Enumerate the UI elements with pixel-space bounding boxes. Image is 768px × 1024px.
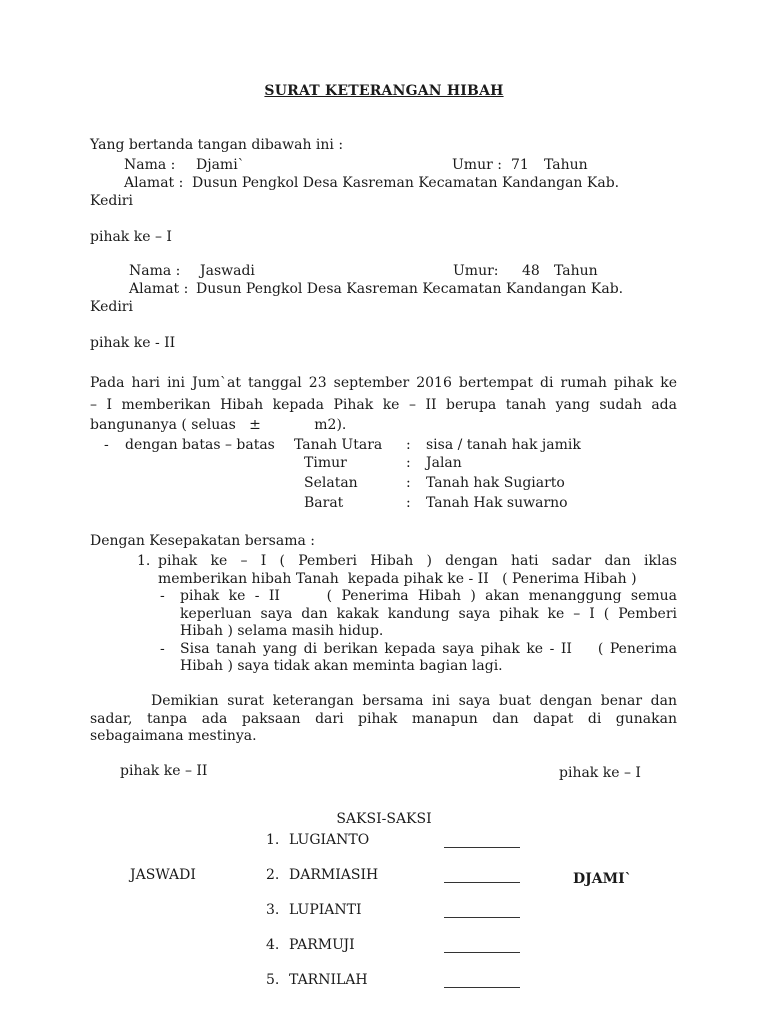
party1-name-label: Nama : [124,157,176,173]
party1-role: pihak ke – I [90,229,172,245]
witness-name: DARMIASIH [289,867,379,883]
witness-signature-line [444,905,520,923]
party2-age-label: Umur: [453,263,499,279]
boundary-sep: : [406,437,411,453]
boundary-direction: Selatan [304,475,358,491]
witness-signature-line [444,835,520,853]
sub-item-line: pihak ke - II ( Penerima Hibah ) akan menanggung semua [180,588,677,604]
witness-signature-line [444,975,520,993]
party2-name: Jaswadi [200,263,255,279]
witness-number: 1. [266,832,280,848]
witnesses-heading: SAKSI-SAKSI [336,811,432,827]
statement-line-2: – I memberikan Hibah kepada Pihak ke – II berupa tanah yang sudah ada [90,397,677,413]
witness-number: 4. [266,937,280,953]
statement-line-3: bangunanya ( seluas ± m2). [90,417,347,433]
signature-left-role: pihak ke – II [120,763,208,779]
closing-line-3: sebagaimana mestinya. [90,728,257,744]
party2-name-label: Nama : [129,263,181,279]
boundaries-bullet: - [104,437,109,453]
party1-age: 71 [511,157,529,173]
sub-item-line: Hibah ) selama masih hidup. [180,623,384,639]
boundary-value: Tanah Hak suwarno [426,495,568,511]
boundaries-label: dengan batas – batas [125,437,275,453]
party2-address-cont: Kediri [90,299,133,315]
party1-age-unit: Tahun [544,157,588,173]
boundary-direction: Tanah Utara [294,437,383,453]
witness-signature-line [444,870,520,888]
witness-number: 3. [266,902,280,918]
statement-line-1: Pada hari ini Jum`at tanggal 23 september 2016 bertempat di rumah pihak ke [90,375,677,391]
signature-right-name: DJAMI` [573,871,632,887]
boundary-sep: : [406,455,411,471]
boundary-value: Jalan [426,455,462,471]
witness-number: 2. [266,867,280,883]
sub-item-line: Sisa tanah yang di berikan kepada saya pihak ke - II ( Penerima [180,641,677,657]
sub-bullet: - [160,588,165,604]
party1-name: Djami` [196,157,245,173]
witness-name: TARNILAH [289,972,368,988]
intro-text: Yang bertanda tangan dibawah ini : [90,137,344,153]
party1-address: Dusun Pengkol Desa Kasreman Kecamatan Kandangan Kab. [192,175,620,191]
boundary-sep: : [406,495,411,511]
party2-role: pihak ke - II [90,335,176,351]
agreement-heading: Dengan Kesepakatan bersama : [90,533,315,549]
closing-line-1: Demikian surat keterangan bersama ini saya buat dengan benar dan [151,693,677,709]
witness-name: LUGIANTO [289,832,370,848]
witness-signature-line [444,940,520,958]
party2-age-unit: Tahun [554,263,598,279]
boundary-direction: Barat [304,495,344,511]
document-title: SURAT KETERANGAN HIBAH [264,83,504,99]
sub-item-line: Hibah ) saya tidak akan meminta bagian lagi. [180,658,503,674]
party2-address-label: Alamat : [129,281,189,297]
boundary-value: sisa / tanah hak jamik [426,437,581,453]
agreement-item-line-2: memberikan hibah Tanah kepada pihak ke - II ( Penerima Hibah ) [158,571,637,587]
sub-bullet: - [160,641,165,657]
witness-name: LUPIANTI [289,902,362,918]
boundary-value: Tanah hak Sugiarto [426,475,565,491]
sub-item-line: keperluan saya dan kakak kandung saya pihak ke – I ( Pemberi [180,606,677,622]
agreement-item-line-1: pihak ke – I ( Pemberi Hibah ) dengan hati sadar dan iklas [158,553,677,569]
signature-right-role: pihak ke – I [559,765,641,781]
party2-age: 48 [522,263,540,279]
party1-age-label: Umur : [452,157,502,173]
closing-line-2: sadar, tanpa ada paksaan dari pihak manapun dan dapat di gunakan [90,711,677,727]
party1-address-label: Alamat : [124,175,184,191]
agreement-item-number: 1. [137,553,151,569]
boundary-sep: : [406,475,411,491]
signature-left-name: JASWADI [130,867,196,883]
party1-address-cont: Kediri [90,193,133,209]
boundary-direction: Timur [304,455,347,471]
witness-name: PARMUJI [289,937,355,953]
party2-address: Dusun Pengkol Desa Kasreman Kecamatan Kandangan Kab. [196,281,624,297]
witness-number: 5. [266,972,280,988]
